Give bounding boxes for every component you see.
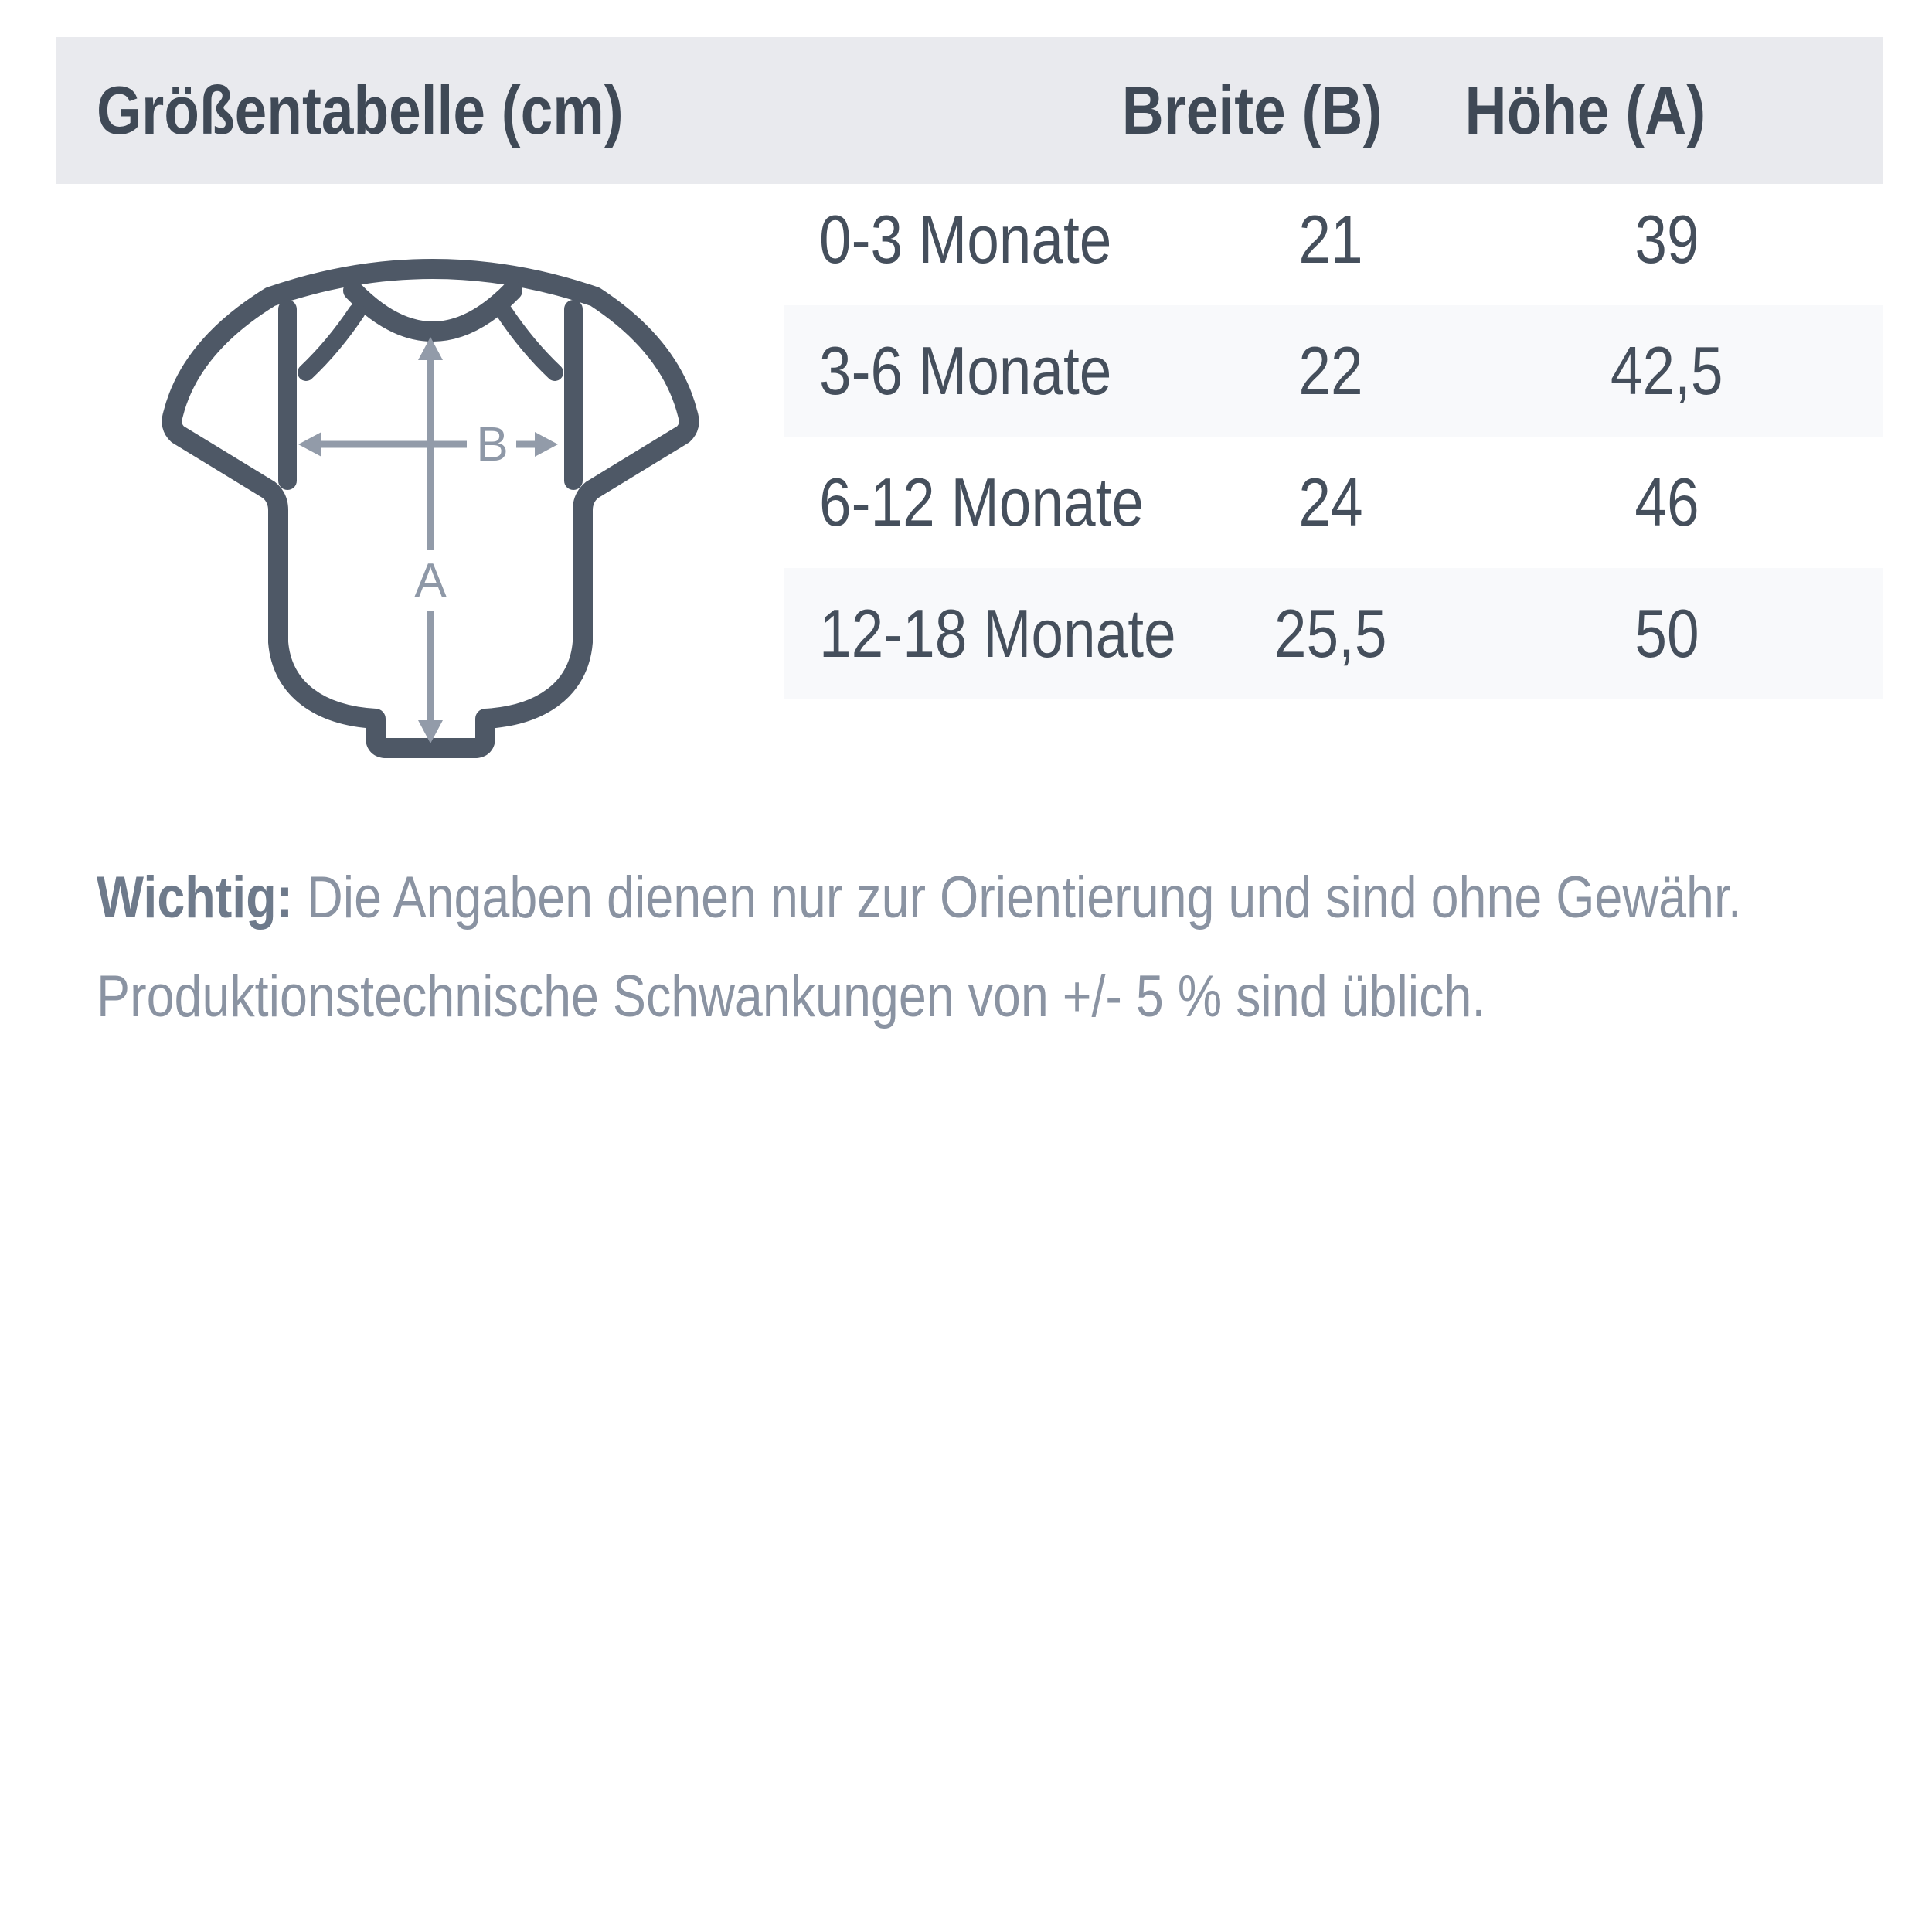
table-row [784, 568, 1883, 699]
table-row [784, 174, 1883, 305]
page-title [97, 37, 716, 184]
size-table [784, 174, 1883, 699]
breite-value: 21 [1298, 201, 1363, 277]
hoehe-value: 39 [1634, 201, 1699, 277]
row-label: 6-12 Monate [819, 464, 1144, 540]
breite-value: 22 [1298, 332, 1363, 409]
footer-line-1 [97, 849, 1859, 947]
hoehe-value: 50 [1634, 595, 1699, 672]
row-label: 0-3 Monate [819, 201, 1112, 277]
footer-note [97, 849, 1859, 1046]
breite-value: 25,5 [1274, 595, 1387, 672]
table-row [784, 437, 1883, 568]
header-band [56, 37, 1883, 184]
table-row [784, 305, 1883, 437]
hoehe-value: 42,5 [1611, 332, 1723, 409]
column-header-hoehe: Höhe (A) [1464, 72, 1706, 148]
column-header-breite: Breite (B) [1121, 72, 1383, 148]
footer-line2-text: Produktionstechnische Schwankungen von +/- 5 % sind üblich. [97, 964, 1486, 1029]
row-label: 3-6 Monate [819, 332, 1112, 409]
page-title-text: Größentabelle (cm) [97, 72, 624, 148]
hoehe-value: 46 [1634, 464, 1699, 540]
width-label: B [476, 418, 509, 471]
footer-line1-text: Die Angaben dienen nur zur Orientierung und sind ohne Gewähr. [307, 865, 1742, 930]
bodysuit-diagram [155, 232, 711, 788]
footer-bold-prefix: Wichtig: [97, 865, 294, 930]
breite-value: 24 [1298, 464, 1363, 540]
footer-line-2 [97, 947, 1859, 1046]
height-label: A [414, 554, 447, 607]
row-label: 12-18 Monate [819, 595, 1176, 672]
